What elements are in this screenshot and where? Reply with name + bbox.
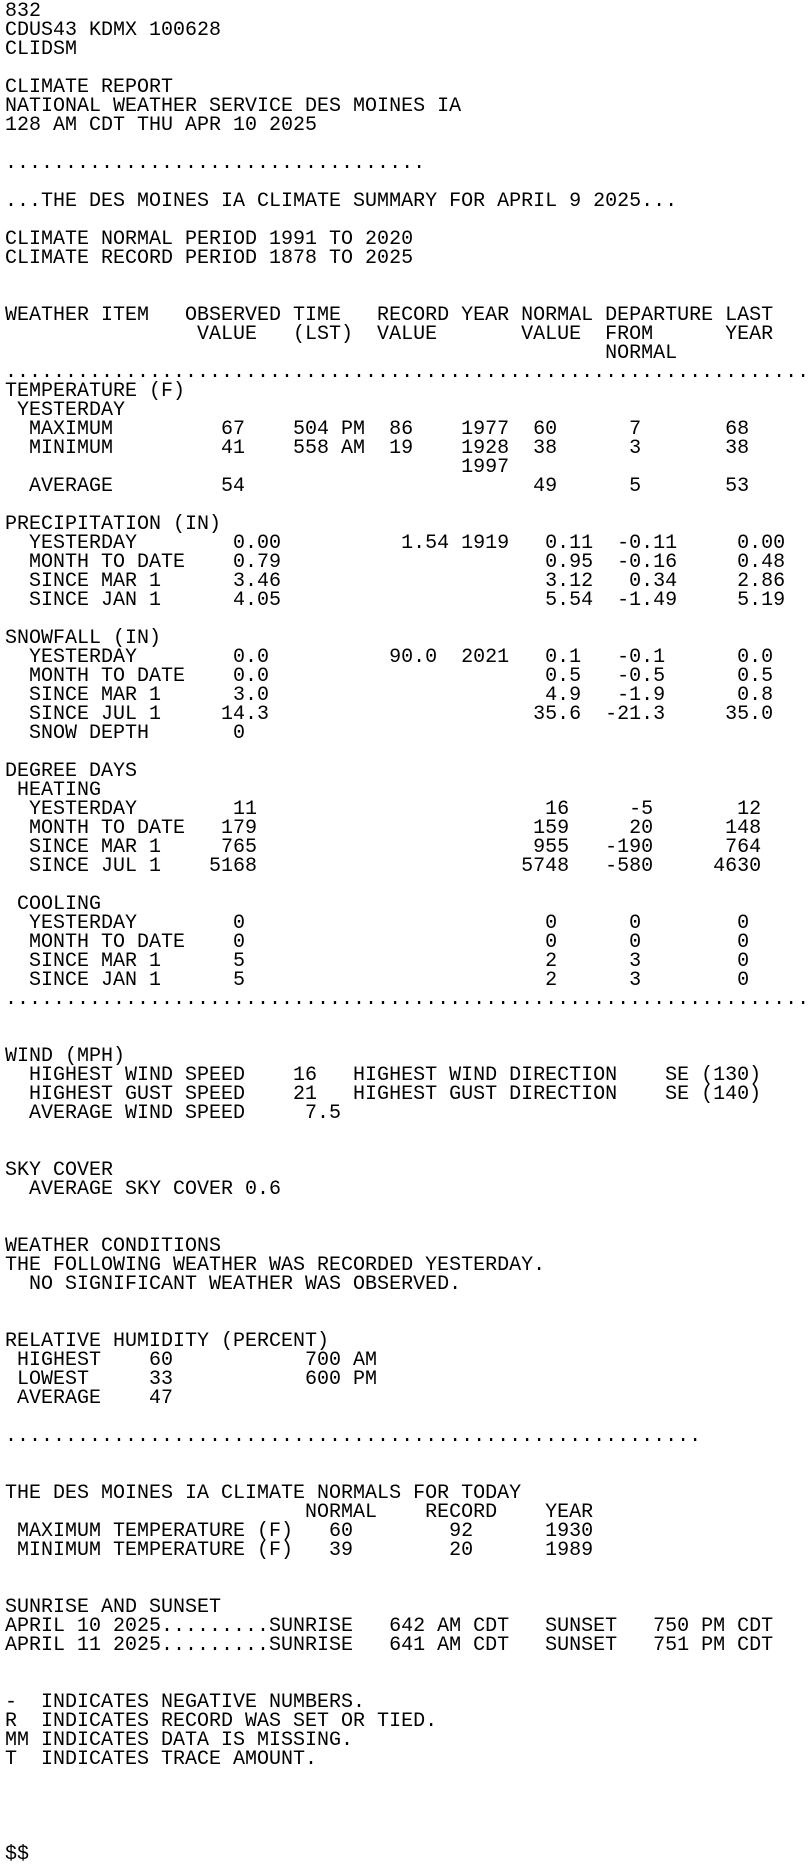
report-line: NATIONAL WEATHER SERVICE DES MOINES IA <box>5 95 462 118</box>
report-line <box>5 1199 809 1218</box>
report-line <box>5 876 809 895</box>
report-line: - INDICATES NEGATIVE NUMBERS. <box>5 1691 366 1714</box>
report-line: T INDICATES TRACE AMOUNT. <box>5 1748 318 1771</box>
report-line: SINCE MAR 1 765 955 -190 764 <box>5 836 762 859</box>
report-line: ................................................................... <box>5 988 810 1011</box>
report-line: LOWEST 33 600 PM <box>5 1368 378 1391</box>
report-line <box>5 268 809 287</box>
report-line: COOLING <box>5 893 102 916</box>
report-line: SUNRISE AND SUNSET <box>5 1596 222 1619</box>
report-line: CLIMATE REPORT <box>5 76 174 99</box>
report-line: SINCE JAN 1 5 2 3 0 <box>5 969 750 992</box>
report-line: RELATIVE HUMIDITY (PERCENT) <box>5 1330 330 1353</box>
report-line: AVERAGE WIND SPEED 7.5 <box>5 1102 342 1125</box>
report-line: SINCE MAR 1 3.0 4.9 -1.9 0.8 <box>5 684 774 707</box>
report-line: SINCE JUL 1 14.3 35.6 -21.3 35.0 <box>5 703 774 726</box>
report-line: PRECIPITATION (IN) <box>5 513 222 536</box>
report-line: SNOWFALL (IN) <box>5 627 162 650</box>
report-line: 1997 <box>5 456 510 479</box>
report-line: NORMAL RECORD YEAR <box>5 1501 594 1524</box>
report-line <box>5 1826 809 1845</box>
report-line: ................................... <box>5 152 426 175</box>
report-line: CDUS43 KDMX 100628 <box>5 19 222 42</box>
report-line: SKY COVER <box>5 1159 114 1182</box>
report-line <box>5 1788 809 1807</box>
report-line <box>5 1655 809 1674</box>
report-line <box>5 1142 809 1161</box>
report-line: SINCE MAR 1 3.46 3.12 0.34 2.86 <box>5 570 786 593</box>
report-line: YESTERDAY 11 16 -5 12 <box>5 798 762 821</box>
report-line: SNOW DEPTH 0 <box>5 722 246 745</box>
report-line <box>5 1769 809 1788</box>
report-line: YESTERDAY 0.00 1.54 1919 0.11 -0.11 0.00 <box>5 532 786 555</box>
report-line: R INDICATES RECORD WAS SET OR TIED. <box>5 1710 438 1733</box>
report-line: YESTERDAY <box>5 399 126 422</box>
report-line <box>5 1009 809 1028</box>
report-line: .......................................................... <box>5 1425 702 1448</box>
report-line: NORMAL <box>5 342 678 365</box>
report-line: $$ <box>5 1843 30 1866</box>
report-line: AVERAGE SKY COVER 0.6 <box>5 1178 282 1201</box>
report-line <box>5 1560 809 1579</box>
report-line: HEATING <box>5 779 102 802</box>
report-line: SINCE JUL 1 5168 5748 -580 4630 <box>5 855 762 878</box>
report-line: CLIMATE NORMAL PERIOD 1991 TO 2020 <box>5 228 414 251</box>
report-line: SINCE JAN 1 4.05 5.54 -1.49 5.19 <box>5 589 786 612</box>
report-line: VALUE (LST) VALUE VALUE FROM YEAR <box>5 323 774 346</box>
report-line: WEATHER ITEM OBSERVED TIME RECORD YEAR NORMAL DEPARTURE LAST <box>5 304 774 327</box>
report-line <box>5 1807 809 1826</box>
report-line: NO SIGNIFICANT WEATHER WAS OBSERVED. <box>5 1273 462 1296</box>
report-line <box>5 1446 809 1465</box>
report-line: MINIMUM TEMPERATURE (F) 39 20 1989 <box>5 1539 594 1562</box>
report-line: MONTH TO DATE 179 159 20 148 <box>5 817 762 840</box>
report-line <box>5 1123 809 1142</box>
report-line: ...THE DES MOINES IA CLIMATE SUMMARY FOR APRIL 9 2025... <box>5 190 678 213</box>
report-line: YESTERDAY 0.0 90.0 2021 0.1 -0.1 0.0 <box>5 646 774 669</box>
report-line: THE DES MOINES IA CLIMATE NORMALS FOR TODAY <box>5 1482 522 1505</box>
report-line: MONTH TO DATE 0 0 0 0 <box>5 931 750 954</box>
report-line <box>5 1028 809 1047</box>
report-line: APRIL 11 2025.........SUNRISE 641 AM CDT SUNSET 751 PM CDT <box>5 1634 774 1657</box>
report-line: MAXIMUM 67 504 PM 86 1977 60 7 68 <box>5 418 750 441</box>
report-line: ................................................................... <box>5 361 810 384</box>
report-line: HIGHEST GUST SPEED 21 HIGHEST GUST DIRECTION SE (140) <box>5 1083 762 1106</box>
report-line: MONTH TO DATE 0.0 0.5 -0.5 0.5 <box>5 665 774 688</box>
report-line: MONTH TO DATE 0.79 0.95 -0.16 0.48 <box>5 551 786 574</box>
report-line: WEATHER CONDITIONS <box>5 1235 222 1258</box>
report-line: CLIDSM <box>5 38 78 61</box>
report-line: HIGHEST WIND SPEED 16 HIGHEST WIND DIRECTION SE (130) <box>5 1064 762 1087</box>
report-line: AVERAGE 47 <box>5 1387 174 1410</box>
report-line: MINIMUM 41 558 AM 19 1928 38 3 38 <box>5 437 750 460</box>
report-line <box>5 1294 809 1313</box>
report-line: APRIL 10 2025.........SUNRISE 642 AM CDT SUNSET 750 PM CDT <box>5 1615 774 1638</box>
report-line: AVERAGE 54 49 5 53 <box>5 475 750 498</box>
report-line: 128 AM CDT THU APR 10 2025 <box>5 114 318 137</box>
report-line: THE FOLLOWING WEATHER WAS RECORDED YESTERDAY. <box>5 1254 546 1277</box>
report-line: TEMPERATURE (F) <box>5 380 186 403</box>
report-line: CLIMATE RECORD PERIOD 1878 TO 2025 <box>5 247 414 270</box>
report-line: DEGREE DAYS <box>5 760 138 783</box>
report-line: 832 <box>5 0 42 23</box>
report-line: MM INDICATES DATA IS MISSING. <box>5 1729 354 1752</box>
report-line: WIND (MPH) <box>5 1045 126 1068</box>
climate-report-text <box>5 2 809 1864</box>
report-line: MAXIMUM TEMPERATURE (F) 60 92 1930 <box>5 1520 594 1543</box>
report-line: YESTERDAY 0 0 0 0 <box>5 912 750 935</box>
report-line: SINCE MAR 1 5 2 3 0 <box>5 950 750 973</box>
report-line: HIGHEST 60 700 AM <box>5 1349 378 1372</box>
